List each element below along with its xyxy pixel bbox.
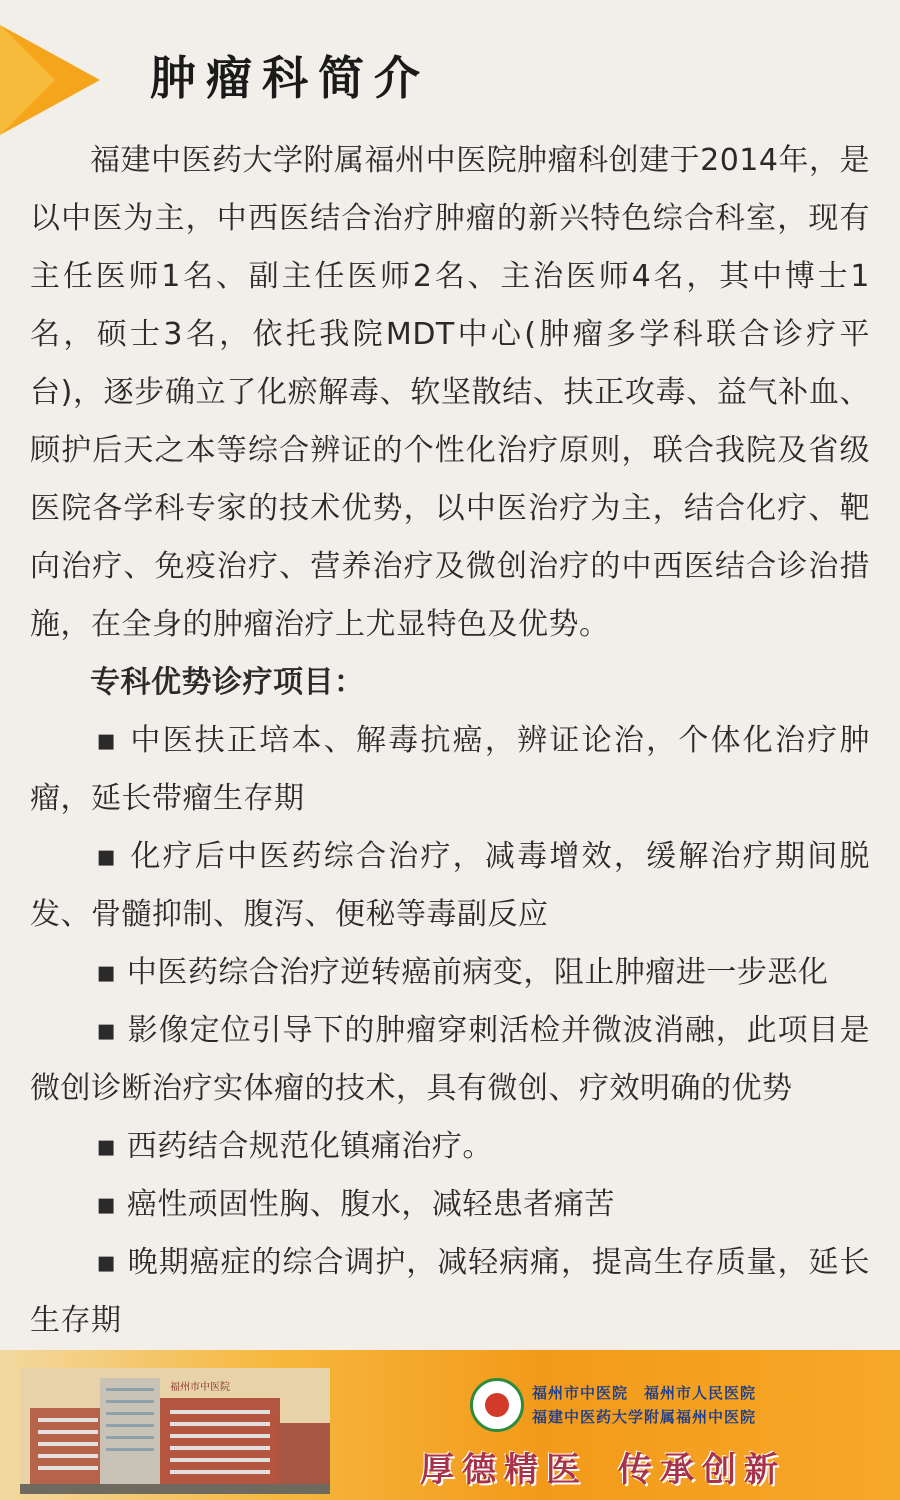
- motto-right: 传承创新: [618, 1450, 786, 1490]
- hospital-building-image: [20, 1368, 330, 1494]
- hospital-emblem-icon: [470, 1378, 524, 1432]
- hospital-name-line2: 福建中医药大学附属福州中医院: [532, 1408, 757, 1426]
- list-item: ▪ 中医药综合治疗逆转癌前病变，阻止肿瘤进一步恶化: [96, 955, 829, 990]
- hospital-logo-block: [470, 1378, 890, 1438]
- motto-left: 厚德精医: [420, 1450, 588, 1490]
- building-sign-text: 福州市中医院: [170, 1382, 230, 1393]
- article-body: [30, 132, 870, 1350]
- list-item: ▪ 化疗后中医药综合治疗，减毒增效，缓解治疗期间脱发、骨髓抑制、腹泻、便秘等毒副反应: [30, 839, 870, 932]
- intro-paragraph: 福建中医药大学附属福州中医院肿瘤科创建于2014年，是以中医为主，中西医结合治疗肿瘤的新兴特色综合科室，现有主任医师1名、副主任医师2名、主治医师4名，其中博士1名，硕士3名，依托我院MDT中心(肿瘤多学科联合诊疗平台)，逐步确立了化瘀解毒、软坚散结、扶正攻毒、益气补血、顾护后天之本等综合辨证的个性化治疗原则，联合我院及省级医院各学科专家的技术优势，以中医治疗为主，结合化疗、靶向治疗、免疫治疗、营养治疗及微创治疗的中西医结合诊治措施，在全身的肿瘤治疗上尤显特色及优势。: [30, 143, 870, 642]
- list-item: ▪ 西药结合规范化镇痛治疗。: [96, 1129, 493, 1164]
- emblem-center: [485, 1393, 509, 1417]
- footer-banner: [0, 1350, 900, 1500]
- list-item: ▪ 中医扶正培本、解毒抗癌，辨证论治，个体化治疗肿瘤，延长带瘤生存期: [30, 723, 870, 816]
- list-item: ▪ 晚期癌症的综合调护，减轻病痛，提高生存质量，延长生存期: [30, 1245, 870, 1338]
- list-item: ▪ 影像定位引导下的肿瘤穿刺活检并微波消融，此项目是微创诊断治疗实体瘤的技术，具有微创、疗效明确的优势: [30, 1013, 870, 1106]
- section-title: 专科优势诊疗项目：: [90, 665, 365, 700]
- list-item: ▪ 癌性顽固性胸、腹水，减轻患者痛苦: [96, 1187, 615, 1222]
- corner-triangle-highlight: [0, 25, 55, 135]
- page-title: 肿瘤科简介: [150, 51, 430, 105]
- hospital-name-line1: 福州市中医院 福州市人民医院: [532, 1384, 757, 1402]
- motto: [420, 1442, 816, 1491]
